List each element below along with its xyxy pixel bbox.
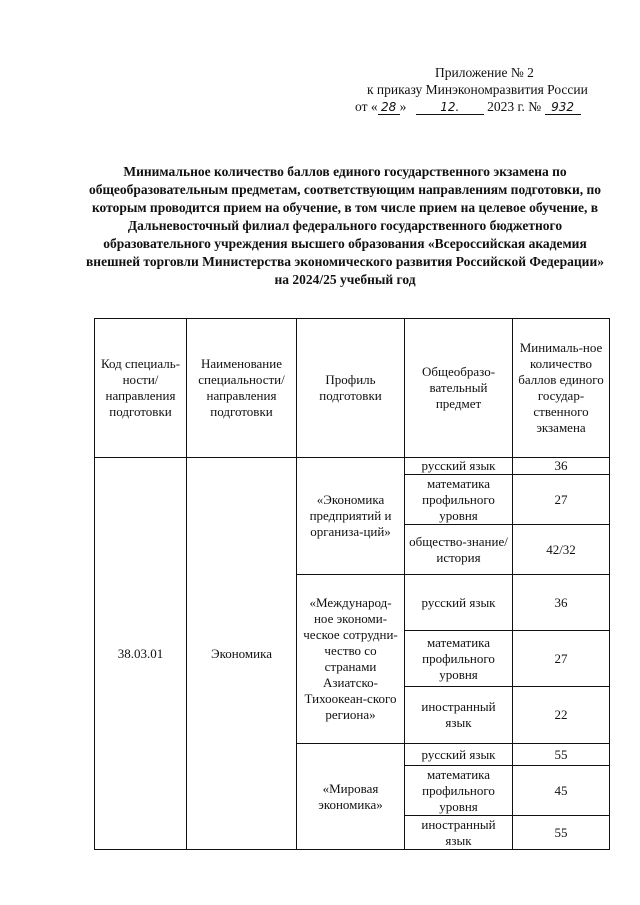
document-title: Минимальное количество баллов единого государственного экзамена по общеобразовательным предметам, соответствующим направлениям подготовки, по которым проводится прием на обучение, в том числе прием на целевое обучение, в Дальневосточный филиал федерального государственного бюджетного образовательного учреждения высшего образования «Всероссийская академия внешней торговли Министерства экономического развития Российской Федерации» на 2024/25 учебный год bbox=[86, 164, 604, 287]
appendix-number: Приложение № 2 bbox=[435, 65, 534, 80]
header-code: Код специаль-ности/ направления подготовки bbox=[95, 319, 187, 458]
table-row bbox=[95, 458, 610, 475]
cell-subject: математика профильного уровня bbox=[405, 475, 513, 525]
date-close-quote: » bbox=[399, 99, 407, 114]
cell-score: 42/32 bbox=[513, 525, 610, 575]
cell-score: 55 bbox=[513, 816, 610, 850]
cell-profile: «Экономика предприятий и организа-ций» bbox=[297, 458, 405, 575]
cell-subject: иностранный язык bbox=[405, 687, 513, 744]
appendix-order-ref: к приказу Минэкономразвития России bbox=[367, 82, 588, 97]
cell-subject: математика профильного уровня bbox=[405, 631, 513, 687]
cell-subject: русский язык bbox=[405, 575, 513, 631]
header-profile: Профиль подготовки bbox=[297, 319, 405, 458]
cell-name: Экономика bbox=[187, 458, 297, 850]
cell-score: 55 bbox=[513, 744, 610, 766]
cell-profile: «Международ-ное экономи-ческое сотрудни-чество со странами Азиатско-Тихоокеан-ского региона» bbox=[297, 575, 405, 744]
cell-score: 36 bbox=[513, 575, 610, 631]
cell-code: 38.03.01 bbox=[95, 458, 187, 850]
table-header-row bbox=[95, 319, 610, 458]
cell-profile: «Мировая экономика» bbox=[297, 744, 405, 850]
header-min-score: Минималь-ное количество баллов единого государ-ственного экзамена bbox=[513, 319, 610, 458]
cell-subject: математика профильного уровня bbox=[405, 766, 513, 816]
cell-score: 22 bbox=[513, 687, 610, 744]
scores-table bbox=[94, 318, 610, 850]
cell-score: 45 bbox=[513, 766, 610, 816]
cell-score: 27 bbox=[513, 631, 610, 687]
cell-score: 27 bbox=[513, 475, 610, 525]
cell-score: 36 bbox=[513, 458, 610, 475]
cell-subject: русский язык bbox=[405, 744, 513, 766]
appendix-header bbox=[355, 64, 605, 115]
handwritten-order-number: 932 bbox=[545, 100, 581, 115]
date-prefix: от « bbox=[355, 99, 378, 114]
header-name: Наименование специальности/ направления подготовки bbox=[187, 319, 297, 458]
appendix-date-line bbox=[355, 98, 605, 115]
cell-subject: русский язык bbox=[405, 458, 513, 475]
header-subject: Общеобразо-вательный предмет bbox=[405, 319, 513, 458]
handwritten-day: 28 bbox=[378, 100, 400, 115]
year-text: 2023 г. № bbox=[487, 99, 542, 114]
cell-subject: общество-знание/ история bbox=[405, 525, 513, 575]
cell-subject: иностранный язык bbox=[405, 816, 513, 850]
handwritten-month: 12. bbox=[416, 100, 484, 115]
